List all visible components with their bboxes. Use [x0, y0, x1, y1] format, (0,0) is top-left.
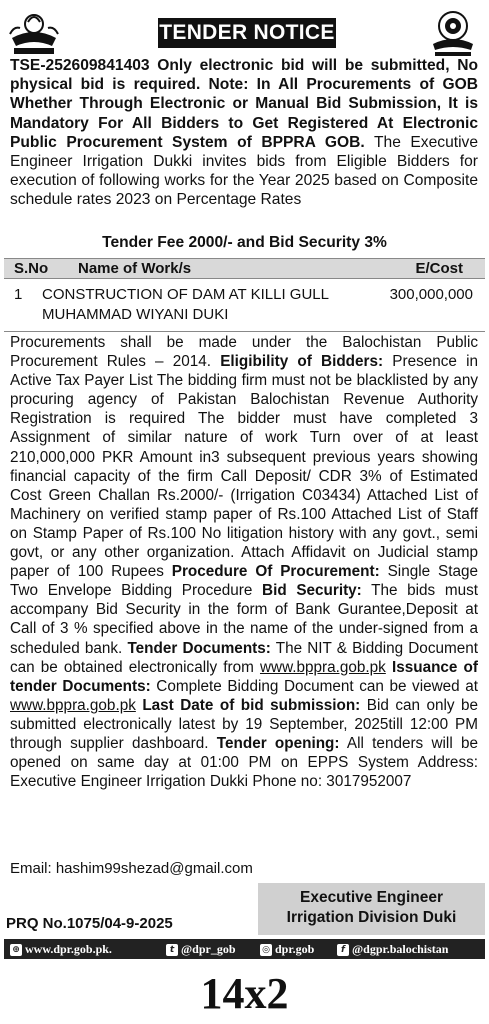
- body-text-5: The NIT & Bidding Document can be obtained electronically from: [10, 639, 478, 676]
- body-text-7: Bid can only be submitted electronically latest by 19 September, 2025till 12:00 PM through supplier dashboard.: [10, 696, 478, 752]
- signature-division: Irrigation Division Duki: [286, 909, 457, 926]
- table-header: [4, 258, 485, 279]
- heading-tender-opening: Tender opening:: [216, 734, 340, 752]
- header-name: Name of Work/s: [78, 260, 192, 277]
- header-sno: S.No: [14, 260, 49, 277]
- footer-twitter-text: @dpr_gob: [181, 942, 236, 956]
- government-seal-icon: [423, 8, 483, 58]
- fee-line: Tender Fee 2000/- and Bid Security 3%: [102, 234, 387, 251]
- footer-instagram-text: dpr.gob: [275, 942, 315, 956]
- body-text-3: Single Stage Two Envelope Bidding Procedure: [10, 563, 478, 600]
- intro-plain-text: The Executive Engineer Irrigation Dukki invites bids from Eligible Bidders for execution of following works for the Year 2025 based on Composite schedule rates 2023 on Percentage Rates: [10, 133, 479, 209]
- body-text-4: The bids must accompany Bid Security in the form of Bank Gurantee,Deposit at Call of 3 % specified above in the name of the under-signed from a scheduled bank.: [10, 582, 479, 657]
- intro-paragraph: [10, 56, 478, 210]
- twitter-icon: t: [166, 944, 178, 956]
- footer-twitter[interactable]: [166, 939, 236, 959]
- row-sno: 1: [14, 286, 23, 303]
- email-line: Email: hashim99shezad@gmail.com: [10, 860, 253, 877]
- signature-box: [258, 883, 485, 935]
- size-code: 14x2: [200, 969, 289, 1018]
- body-text-8: All tenders will be opened on same day at 01:00 PM on EPPS System Address: Executive Engineer Irrigation Dukki Phone no: 3017952007: [10, 734, 478, 791]
- footer-web-text: www.dpr.gob.pk.: [25, 942, 112, 956]
- row-cost: 300,000,000: [389, 286, 473, 303]
- bppra-link-2[interactable]: www.bppra.gob.pk: [10, 696, 136, 714]
- footer-facebook[interactable]: [337, 939, 448, 959]
- heading-last-date: Last Date of bid submission:: [135, 696, 361, 714]
- table-row: [4, 285, 485, 329]
- body-text-1: Procurements shall be made under the Balochistan Public Procurement Rules – 2014.: [10, 334, 478, 371]
- bppra-link[interactable]: www.bppra.gob.pk: [259, 658, 386, 676]
- header: [4, 6, 485, 56]
- body-text-6: Complete Bidding Document can be viewed at: [150, 677, 479, 695]
- header-cost: E/Cost: [415, 260, 463, 277]
- globe-icon: ⊕: [10, 944, 22, 956]
- balochistan-emblem-icon: [6, 8, 62, 58]
- divider: [4, 331, 485, 332]
- intro-bold-text: TSE-252609841403 Only electronic bid will be submitted, No physical bid is required. Note: In All Procurements of GOB Whether Through Electronic or Manual Bid Submission, It is Mandatory For All Bidders to Get Registered At Electronic Public Procurement System of BPPRA GOB.: [10, 57, 478, 151]
- signature-title: Executive Engineer: [299, 889, 443, 906]
- row-name: CONSTRUCTION OF DAM AT KILLI GULL MUHAMMAD WIYANI DUKI: [42, 286, 329, 323]
- footer-facebook-text: @dgpr.balochistan: [352, 942, 449, 956]
- conditions-paragraph: [10, 333, 478, 791]
- heading-procedure: Procedure Of Procurement:: [171, 563, 380, 581]
- footer-instagram[interactable]: [260, 939, 314, 959]
- heading-eligibility: Eligibility of Bidders:: [220, 353, 384, 371]
- heading-issuance: Issuance of tender Documents:: [10, 658, 478, 695]
- body-text-2: Presence in Active Tax Payer List The bidding firm must not be blacklisted by any procuring agency of Pakistan Balochistan Revenue Authority Registration is required The bidder must have completed 3 Assignment of similar nature of work Turn over of at least 210,000,000 PKR Amount in3 subsequent previous years showing financial capacity of the firm Call Deposit/ CDR 3% of Estimated Cost Green Challan Rs.2000/- (Irrigation C03434) Attached List of Machinery on verified stamp paper of Rs.100 Attached List of Staff on Stamp Paper of Rs.100 No litigation history with any govt., semi govt, or any other organization. Attach Affidavit on Judicial stamp paper of 100 Rupees: [10, 353, 479, 581]
- instagram-icon: ◎: [260, 944, 272, 956]
- footer-web[interactable]: [10, 939, 112, 959]
- footer-bar: [4, 939, 485, 959]
- heading-bid-security: Bid Security:: [262, 582, 362, 600]
- facebook-icon: f: [337, 944, 349, 956]
- prq-number: PRQ No.1075/04-9-2025: [6, 915, 173, 932]
- page-title: TENDER NOTICE: [158, 18, 336, 48]
- heading-tender-documents: Tender Documents:: [127, 639, 271, 657]
